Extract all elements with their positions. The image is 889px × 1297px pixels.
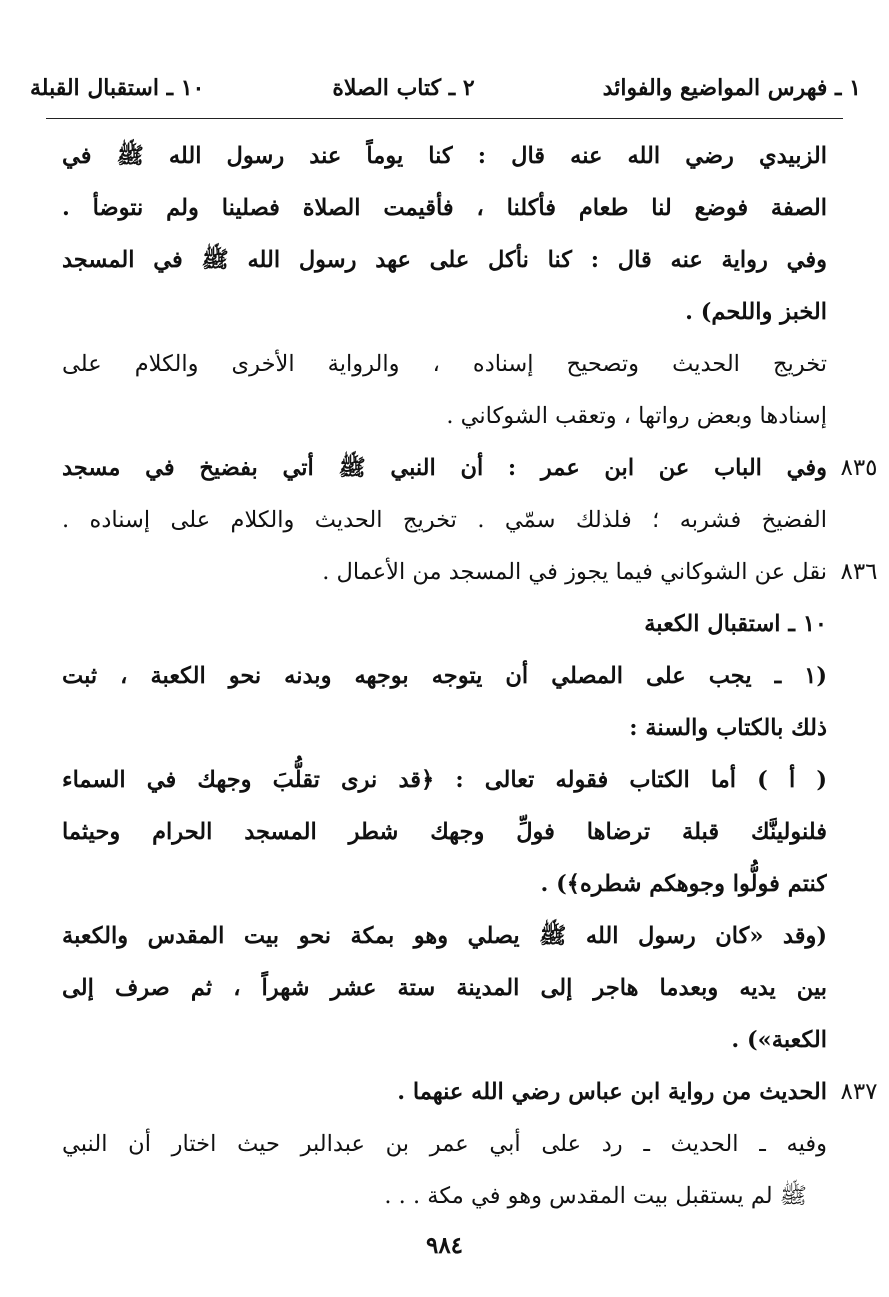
header-center: ٢ ـ كتاب الصلاة: [332, 75, 475, 101]
text-line: وفي الباب عن ابن عمر : أن النبي ﷺ أتي بفضيخ في مسجد: [62, 455, 827, 481]
entry-number: ٨٣٥: [840, 455, 878, 481]
text-line: الفضيخ فشربه ؛ فلذلك سمّي . تخريج الحديث والكلام على إسناده .: [62, 507, 827, 533]
text-line: ذلك بالكتاب والسنة :: [629, 715, 827, 741]
text-line: إسنادها وبعض رواتها ، وتعقب الشوكاني .: [446, 403, 827, 429]
entry-836: [62, 546, 878, 598]
text-line: (وقد «كان رسول الله ﷺ يصلي وهو بمكة نحو بيت المقدس والكعبة: [62, 923, 827, 949]
text-line: ﷺ لم يستقبل بيت المقدس وهو في مكة . . .: [384, 1183, 807, 1209]
header-right: ١ ـ فهرس المواضيع والفوائد: [602, 75, 861, 101]
page-body: [62, 130, 878, 1222]
text-line: الخبز واللحم) .: [685, 299, 827, 325]
page-number: ٩٨٤: [425, 1232, 464, 1259]
text-line: بين يديه وبعدما هاجر إلى المدينة ستة عشر شهراً ، ثم صرف إلى: [62, 975, 827, 1001]
entry-number: ٨٣٦: [840, 559, 878, 585]
section-heading: ١٠ ـ استقبال الكعبة: [644, 611, 827, 637]
text-line: وفيه ـ الحديث ـ رد على أبي عمر بن عبدالبر حيث اختار أن النبي: [62, 1131, 827, 1157]
text-line: تخريج الحديث وتصحيح إسناده ، والرواية الأخرى والكلام على: [62, 351, 827, 377]
entry-number: ٨٣٧: [840, 1079, 878, 1105]
text-line: الحديث من رواية ابن عباس رضي الله عنهما .: [397, 1079, 827, 1105]
header-rule: [46, 118, 843, 119]
text-line: كنتم فولُّوا وجوهكم شطره﴾) .: [540, 871, 827, 897]
text-line: الصفة فوضع لنا طعام فأكلنا ، فأقيمت الصلاة فصلينا ولم نتوضأ .: [62, 195, 827, 221]
text-line: (١ ـ يجب على المصلي أن يتوجه بوجهه وبدنه نحو الكعبة ، ثبت: [62, 663, 827, 689]
text-line: الكعبة») .: [731, 1027, 827, 1053]
text-line: فلنولينَّك قبلة ترضاها فولِّ وجهك شطر المسجد الحرام وحيثما: [62, 819, 827, 845]
header-left: ١٠ ـ استقبال القبلة: [30, 75, 205, 101]
text-line: نقل عن الشوكاني فيما يجوز في المسجد من الأعمال .: [322, 559, 827, 585]
running-header: [30, 68, 861, 108]
text-line: ( أ ) أما الكتاب فقوله تعالى : ﴿قد نرى تقلُّبَ وجهك في السماء: [62, 767, 827, 793]
text-line: وفي رواية عنه قال : كنا نأكل على عهد رسول الله ﷺ في المسجد: [62, 247, 827, 273]
entry-837: [62, 1066, 878, 1118]
text-line: الزبيدي رضي الله عنه قال : كنا يوماً عند رسول الله ﷺ في: [62, 143, 827, 169]
entry-835: [62, 442, 878, 494]
